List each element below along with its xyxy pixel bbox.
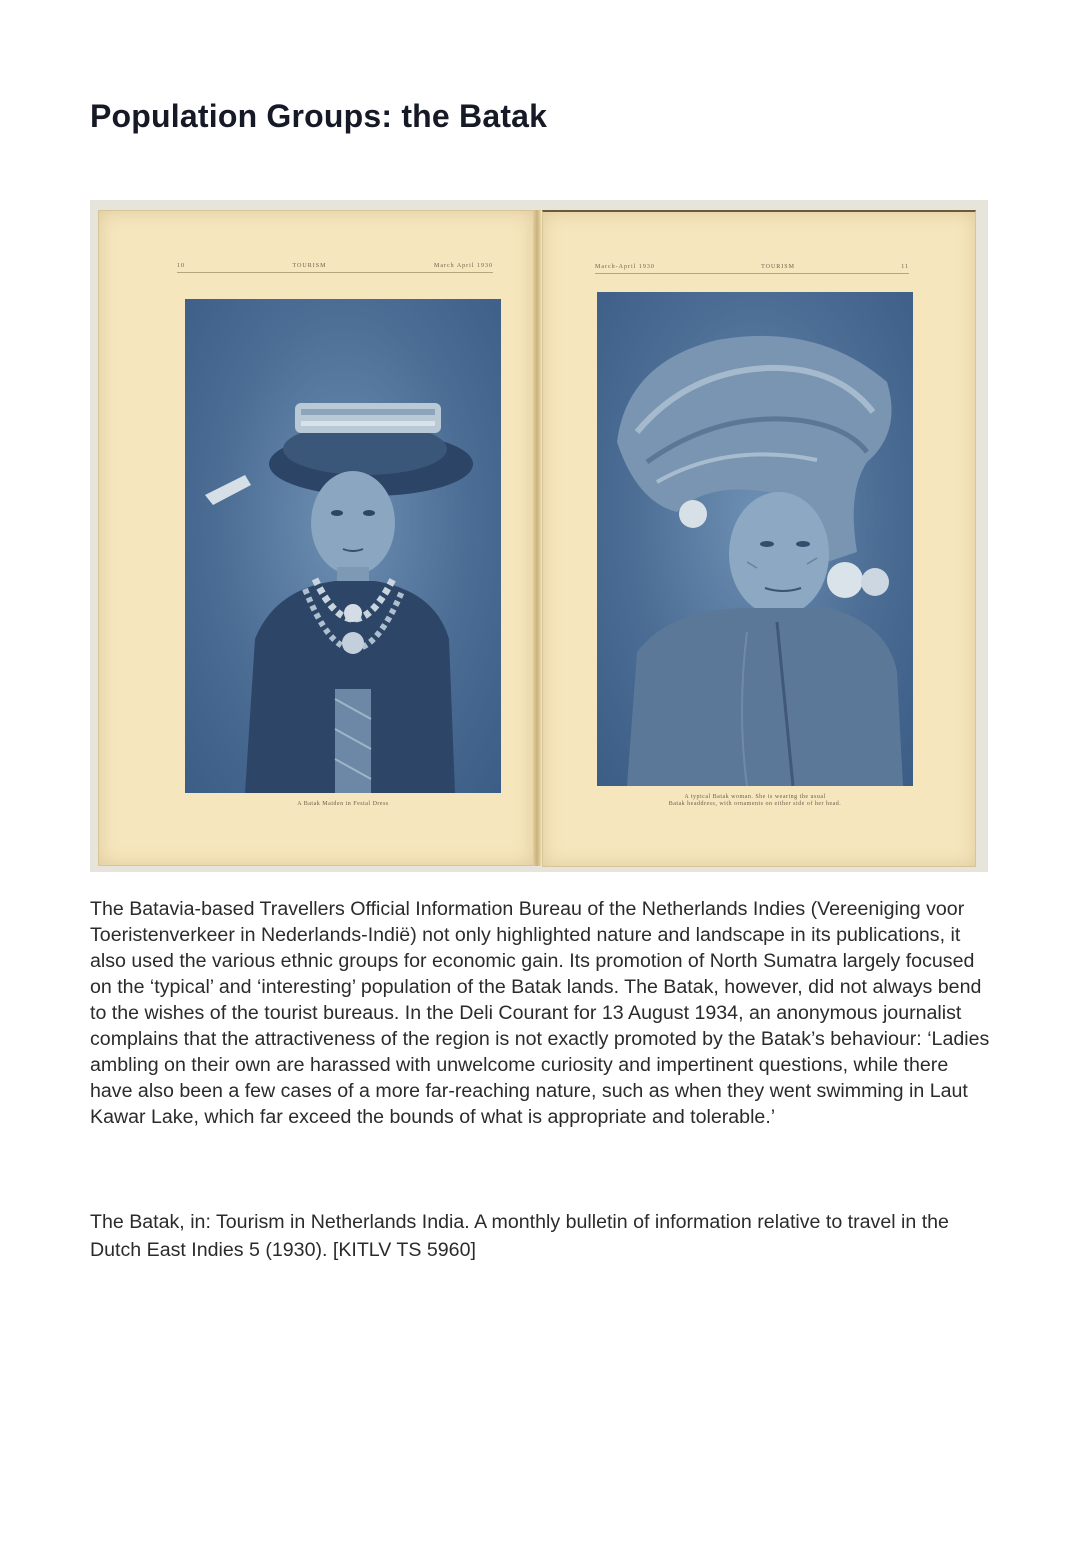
right-page-number: 11 [901, 264, 909, 270]
right-caption-line-2: Batak headdress, with ornaments on either side of her head. [668, 801, 842, 807]
right-photo-caption [597, 794, 913, 808]
right-running-head [595, 264, 909, 274]
batak-maiden-photo [185, 299, 501, 793]
left-header-title: TOURISM [292, 263, 327, 269]
batak-woman-photo [597, 292, 913, 786]
left-header-date: March April 1930 [434, 263, 493, 269]
right-header-title: TOURISM [761, 264, 795, 270]
source-citation: The Batak, in: Tourism in Netherlands India. A monthly bulletin of information relative to travel in the Dutch East Indies 5 (1930). [KITLV TS 5960] [90, 1211, 949, 1261]
right-caption-line-1: A typical Batak woman. She is wearing the usual [684, 794, 826, 800]
book-spine [533, 210, 541, 866]
left-book-page [98, 210, 534, 866]
body-paragraph: The Batavia-based Travellers Official Information Bureau of the Netherlands Indies (Vereeniging voor Toeristenverkeer in Nederlands-Indië) not only highlighted nature and landscape in its publications, it also used the various ethnic groups for economic gain. Its promotion of North Sumatra largely focused on the ‘typical’ and ‘interesting’ population of the Batak lands. The Batak, however, did not always bend to the wishes of the tourist bureaus. In the Deli Courant for 13 August 1934, an anonymous journalist complains that the attractiveness of the region is not exactly promoted by the Batak’s behaviour: ‘Ladies ambling on their own are harassed with unwelcome curiosity and impertinent questions, while there have also been a few cases of a more far-reaching nature, such as when they went swimming in Laut Kawar Lake, which far exceed the bounds of what is appropriate and tolerable.’ [90, 898, 990, 1128]
book-spread-image [90, 200, 988, 872]
right-book-page [542, 210, 976, 867]
left-running-head [177, 263, 493, 273]
left-photo-caption: A Batak Maiden in Festal Dress [297, 801, 389, 807]
left-page-number: 10 [177, 263, 185, 269]
right-header-date: March-April 1930 [595, 264, 655, 270]
page-title: Population Groups: the Batak [90, 98, 548, 134]
